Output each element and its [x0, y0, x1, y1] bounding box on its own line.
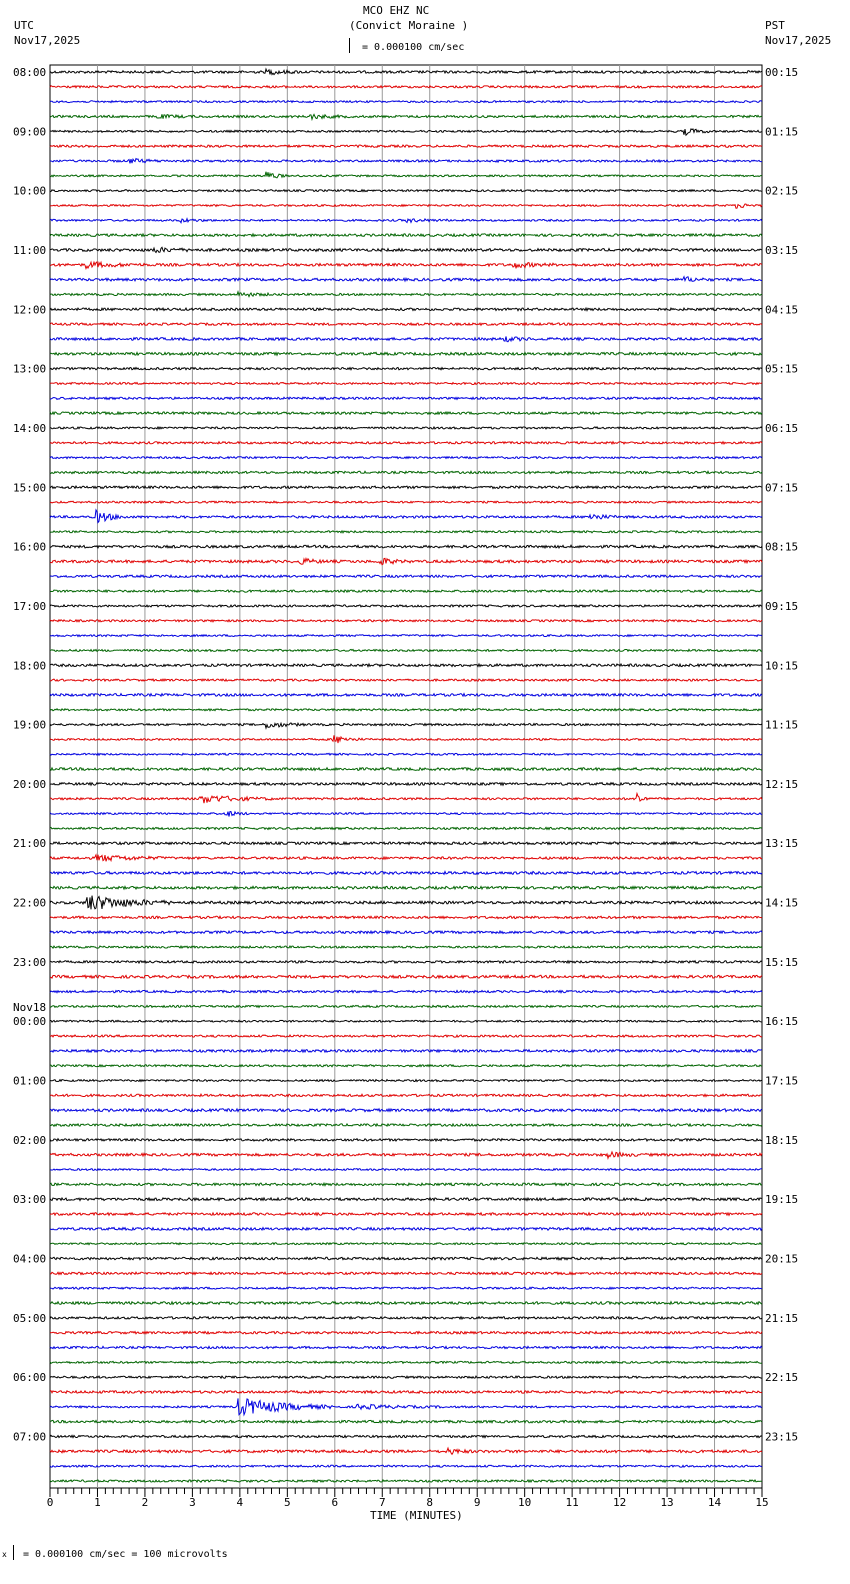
right-date: Nov17,2025: [765, 34, 832, 47]
seismic-trace: [50, 1332, 762, 1334]
seismic-trace: [50, 397, 762, 399]
right-hour-label: 12:15: [765, 777, 799, 791]
x-tick-label: 7: [378, 1496, 386, 1509]
left-timezone: UTC: [14, 19, 34, 32]
left-date: Nov17,2025: [14, 34, 81, 47]
seismic-trace: [50, 842, 762, 845]
seismic-trace: [50, 308, 762, 311]
seismic-trace: [50, 679, 762, 681]
seismic-trace: [50, 1376, 762, 1378]
seismic-trace: [50, 723, 762, 728]
left-hour-label: 05:00: [13, 1311, 47, 1325]
left-hour-label: 00:00: [13, 1015, 47, 1029]
x-tick-label: 5: [284, 1496, 291, 1509]
x-tick-label: 10: [518, 1496, 532, 1509]
left-hour-label: 11:00: [13, 243, 47, 257]
seismic-trace: [50, 204, 762, 208]
right-hour-label: 05:15: [765, 362, 799, 376]
x-tick-label: 9: [473, 1496, 481, 1509]
right-hour-label: 00:15: [765, 66, 799, 79]
seismic-trace: [50, 794, 762, 804]
seismic-trace: [50, 664, 762, 667]
right-hour-label: 22:15: [765, 1371, 799, 1385]
seismic-trace: [50, 1065, 762, 1067]
station-title: MCO EHZ NC: [363, 4, 430, 17]
seismic-trace: [50, 172, 762, 178]
seismic-trace: [50, 145, 762, 147]
left-hour-label: 23:00: [13, 955, 47, 969]
seismic-trace: [50, 1361, 762, 1363]
seismic-trace: [50, 1465, 762, 1467]
x-axis-label: TIME (MINUTES): [370, 1509, 463, 1522]
left-hour-label: 19:00: [13, 718, 47, 732]
seismic-trace: [50, 412, 762, 414]
left-hour-label: 18:00: [13, 659, 47, 673]
seismic-trace: [50, 1035, 762, 1037]
seismic-trace: [50, 1435, 762, 1437]
right-hour-label: 11:15: [765, 718, 799, 732]
seismic-trace: [50, 427, 762, 429]
right-hour-label: 08:15: [765, 540, 799, 554]
seismic-trace: [50, 1094, 762, 1096]
seismic-trace: [50, 114, 762, 119]
seismic-trace: [50, 1020, 762, 1022]
seismic-trace: [50, 1302, 762, 1305]
seismic-trace: [50, 1398, 762, 1414]
seismic-trace: [50, 1152, 762, 1158]
left-hour-label: 09:00: [13, 125, 47, 139]
seismic-trace: [50, 277, 762, 282]
seismic-trace: [50, 855, 762, 862]
right-hour-label: 16:15: [765, 1015, 799, 1029]
seismic-trace: [50, 1169, 762, 1171]
x-tick-label: 4: [236, 1496, 244, 1509]
seismic-trace: [50, 368, 762, 370]
x-tick-label: 1: [94, 1496, 101, 1509]
seismic-trace: [50, 129, 762, 135]
seismic-trace: [50, 694, 762, 697]
x-tick-label: 13: [660, 1496, 674, 1509]
left-hour-label: 02:00: [13, 1133, 47, 1147]
seismic-trace: [50, 471, 762, 473]
seismic-trace: [50, 961, 762, 963]
left-hour-label: 17:00: [13, 599, 47, 613]
seismic-trace: [50, 69, 762, 75]
x-tick-label: 6: [331, 1496, 339, 1509]
seismic-trace: [50, 442, 762, 444]
seismic-trace: [50, 292, 762, 297]
right-hour-label: 18:15: [765, 1133, 799, 1147]
seismic-trace: [50, 827, 762, 829]
seismic-trace: [50, 1198, 762, 1201]
seismic-trace: [50, 101, 762, 103]
seismic-trace: [50, 916, 762, 918]
seismic-trace: [50, 872, 762, 875]
site-name: (Convict Moraine ): [349, 19, 469, 32]
seismic-trace: [50, 1287, 762, 1289]
scale-text: = 0.000100 cm/sec: [362, 42, 465, 53]
seismic-trace: [50, 1213, 762, 1216]
left-hour-label: 16:00: [13, 540, 47, 554]
left-hour-label: 21:00: [13, 837, 47, 851]
footer-scale-bar-icon: [13, 1545, 17, 1560]
x-tick-label: 15: [755, 1496, 769, 1509]
right-hour-label: 07:15: [765, 481, 799, 495]
right-hour-label: 17:15: [765, 1074, 799, 1088]
seismic-trace: [50, 1272, 762, 1274]
seismic-trace: [50, 247, 762, 252]
seismic-trace: [50, 545, 762, 548]
x-tick-label: 8: [426, 1496, 434, 1509]
left-hour-label: 03:00: [13, 1193, 47, 1207]
seismic-trace: [50, 457, 762, 459]
seismic-trace: [50, 575, 762, 577]
left-hour-label: 07:00: [13, 1430, 47, 1444]
seismic-trace: [50, 590, 762, 592]
x-tick-label: 2: [141, 1496, 149, 1509]
seismic-trace: [50, 262, 762, 269]
x-tick-label: 14: [707, 1496, 722, 1509]
x-tick-label: 12: [612, 1496, 627, 1509]
left-hour-label: 08:00: [13, 66, 47, 79]
seismic-trace: [50, 753, 762, 755]
date-change-label: Nov18: [13, 1001, 47, 1015]
seismic-trace: [50, 1050, 762, 1053]
seismic-trace: [50, 558, 762, 564]
right-hour-label: 20:15: [765, 1252, 799, 1266]
seismic-trace: [50, 1317, 762, 1319]
seismic-trace: [50, 1228, 762, 1231]
seismic-trace: [50, 1243, 762, 1245]
seismic-trace: [50, 323, 762, 325]
seismic-trace: [50, 1109, 762, 1112]
seismic-trace: [50, 886, 762, 889]
seismic-trace: [50, 1139, 762, 1141]
left-hour-label: 13:00: [13, 362, 47, 376]
seismic-trace: [50, 1005, 762, 1007]
seismic-trace: [50, 1391, 762, 1394]
right-hour-label: 04:15: [765, 303, 799, 317]
seismic-trace: [50, 86, 762, 88]
seismic-trace: [50, 783, 762, 786]
footer-mark: x: [2, 1550, 7, 1559]
seismic-trace: [50, 946, 762, 948]
seismic-trace: [50, 990, 762, 992]
left-hour-label: 12:00: [13, 303, 47, 317]
left-hour-label: 10:00: [13, 184, 47, 198]
left-hour-label: 04:00: [13, 1252, 47, 1266]
right-timezone: PST: [765, 19, 785, 32]
seismic-trace: [50, 649, 762, 651]
seismic-trace: [50, 352, 762, 355]
seismic-trace: [50, 709, 762, 711]
seismic-trace: [50, 896, 762, 910]
seismic-trace: [50, 510, 762, 523]
right-hour-label: 03:15: [765, 243, 799, 257]
right-hour-label: 23:15: [765, 1430, 799, 1444]
seismic-trace: [50, 635, 762, 637]
seismic-trace: [50, 1257, 762, 1260]
left-hour-label: 14:00: [13, 421, 47, 435]
left-hour-label: 01:00: [13, 1074, 47, 1088]
left-hour-label: 15:00: [13, 481, 47, 495]
right-hour-label: 10:15: [765, 659, 799, 673]
seismic-trace: [50, 337, 762, 342]
seismic-trace: [50, 812, 762, 817]
right-hour-label: 14:15: [765, 896, 799, 910]
right-hour-label: 06:15: [765, 421, 799, 435]
seismic-trace: [50, 1480, 762, 1482]
seismic-trace: [50, 383, 762, 385]
seismic-trace: [50, 620, 762, 622]
seismic-trace: [50, 1448, 762, 1454]
seismic-trace: [50, 1080, 762, 1082]
seismic-trace: [50, 501, 762, 503]
seismic-trace: [50, 1346, 762, 1348]
right-hour-label: 02:15: [765, 184, 799, 198]
footer-scale-text: = 0.000100 cm/sec = 100 microvolts: [23, 1549, 228, 1560]
seismic-trace: [50, 190, 762, 192]
seismic-trace: [50, 975, 762, 978]
seismic-trace: [50, 486, 762, 489]
right-hour-label: 09:15: [765, 599, 799, 613]
x-tick-label: 3: [189, 1496, 196, 1509]
right-hour-label: 13:15: [765, 837, 799, 851]
right-hour-label: 15:15: [765, 955, 799, 969]
seismic-trace: [50, 531, 762, 533]
left-hour-label: 22:00: [13, 896, 47, 910]
seismic-trace: [50, 1124, 762, 1126]
right-hour-label: 21:15: [765, 1311, 799, 1325]
seismic-trace: [50, 219, 762, 223]
left-hour-label: 20:00: [13, 777, 47, 791]
seismic-trace: [50, 1183, 762, 1186]
seismic-trace: [50, 768, 762, 771]
right-hour-label: 01:15: [765, 125, 799, 139]
seismic-trace: [50, 931, 762, 934]
x-tick-label: 0: [46, 1496, 54, 1509]
seismic-trace: [50, 735, 762, 743]
seismic-trace: [50, 159, 762, 164]
seismic-trace: [50, 234, 762, 237]
x-tick-label: 11: [565, 1496, 579, 1509]
seismic-trace: [50, 605, 762, 607]
left-hour-label: 06:00: [13, 1371, 47, 1385]
seismic-trace: [50, 1420, 762, 1423]
right-hour-label: 19:15: [765, 1193, 799, 1207]
